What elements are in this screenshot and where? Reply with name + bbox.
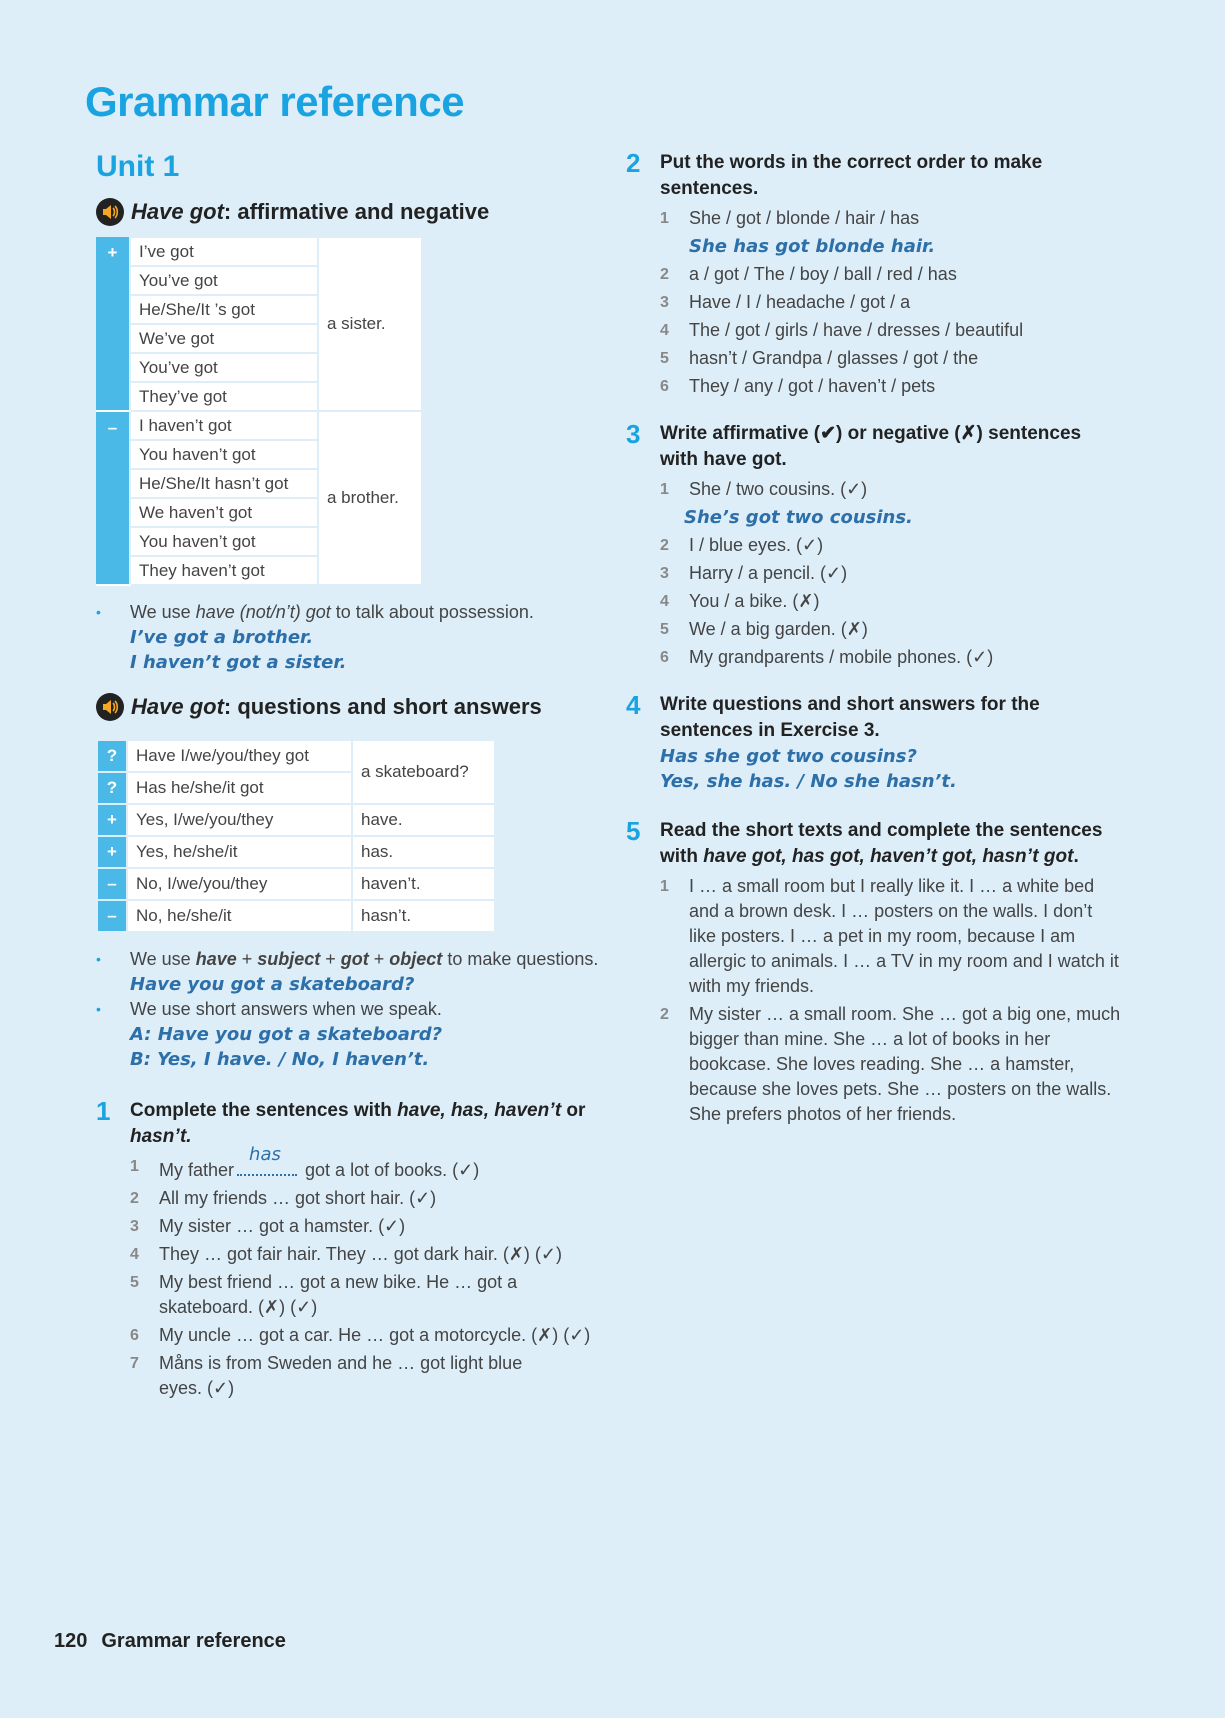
exercise-instruction: Write questions and short answers for the sentences in Exercise 3. (660, 694, 1040, 741)
answer-symbol: + (97, 836, 127, 868)
answer-symbol: – (97, 868, 127, 900)
table-cell: We haven’t got (130, 498, 318, 527)
table-cell: haven’t. (352, 868, 495, 900)
right-column (626, 150, 1126, 1130)
example-answer: She has got blonde hair. (689, 236, 936, 257)
table-cell: Yes, I/we/you/they (127, 804, 352, 836)
example-sentence: Have you got a skateboard? (130, 974, 415, 995)
exercise-1 (96, 1098, 606, 1401)
table-cell: You haven’t got (130, 440, 318, 469)
table-cell: They haven’t got (130, 556, 318, 585)
list-item: 2 My sister … a small room. She … got a big one, much bigger than mine. She … a lot of books in her bookcase. She loves reading. She … a hamster, because she loves pets. She … posters on the walls. She prefers photos of her friends. (660, 1004, 1121, 1124)
exercise-instruction: Read the short texts and complete the sentences with have got, has got, haven’t got, hasn’t got. (660, 820, 1103, 867)
section-heading-questions (96, 689, 606, 725)
speaker-icon[interactable] (96, 198, 124, 226)
table-cell: has. (352, 836, 495, 868)
question-object: a skateboard? (352, 740, 495, 804)
table-cell: I’ve got (130, 237, 318, 266)
table-cell: They’ve got (130, 382, 318, 411)
table-cell: I haven’t got (130, 411, 318, 440)
affirmative-object: a sister. (318, 237, 422, 411)
example-sentence: I haven’t got a sister. (130, 652, 347, 673)
list-item: 2 All my friends … got short hair. (✓) (130, 1188, 437, 1208)
table-cell: We’ve got (130, 324, 318, 353)
answer-symbol: + (97, 804, 127, 836)
list-item: 2 I / blue eyes. (✓) (660, 535, 824, 555)
page-footer (54, 1630, 286, 1653)
affirmative-negative-table (96, 236, 423, 586)
table-cell: No, I/we/you/they (127, 868, 352, 900)
table-cell: You’ve got (130, 353, 318, 382)
table-cell: Yes, he/she/it (127, 836, 352, 868)
exercise-number: 4 (626, 690, 641, 720)
table-cell: He/She/It hasn’t got (130, 469, 318, 498)
affirmative-symbol: + (96, 237, 130, 411)
list-item: 1 My father has got a lot of books. (✓) (130, 1144, 480, 1180)
exercise-instruction: Write affirmative (✔) or negative (✗) sentences with have got. (660, 423, 1082, 470)
bullet-icon: • (96, 951, 101, 967)
questions-notes (96, 947, 606, 1072)
example-sentence: I’ve got a brother. (130, 627, 314, 648)
page-title: Grammar reference (85, 78, 465, 125)
list-item: 6 My uncle … got a car. He … got a motorcycle. (✗) (✓) (130, 1325, 591, 1345)
table-cell: You’ve got (130, 266, 318, 295)
list-item: 1 She / two cousins. (✓) (660, 479, 868, 499)
list-item (660, 234, 1126, 259)
list-item: 1 She / got / blonde / hair / has (660, 208, 920, 228)
list-item: 3 Have / I / headache / got / a (660, 292, 911, 312)
footer-label: Grammar reference (101, 1630, 286, 1652)
example-answer: Has she got two cousins? (660, 746, 917, 767)
section-heading-italic: Have got (131, 199, 224, 224)
list-item: 4 The / got / girls / have / dresses / beautiful (660, 320, 1024, 340)
exercise-number: 1 (96, 1096, 111, 1126)
table-cell: No, he/she/it (127, 900, 352, 932)
example-answer: Yes, she has. / No she hasn’t. (660, 771, 957, 792)
list-item: • We use have (not/n’t) got to talk about possession. I’ve got a brother. I haven’t got a sister. (96, 600, 606, 675)
list-item: 3 My sister … got a hamster. (✓) (130, 1216, 406, 1236)
list-item: • We use have + subject + got + object to make questions. Have you got a skateboard? (96, 947, 606, 997)
question-symbol: ? (97, 740, 127, 772)
list-item: 6 They / any / got / haven’t / pets (660, 376, 936, 396)
table-cell: hasn’t. (352, 900, 495, 932)
list-item: 5 My best friend … got a new bike. He … got a skateboard. (✗) (✓) (130, 1272, 518, 1317)
exercise-instruction: Put the words in the correct order to make sentences. (660, 152, 1043, 199)
bullet-icon: • (96, 604, 101, 620)
table-cell: He/She/It ’s got (130, 295, 318, 324)
exercise-5 (626, 818, 1126, 1127)
speaker-icon[interactable] (96, 693, 124, 721)
exercise-number: 3 (626, 419, 641, 449)
negative-symbol: – (96, 411, 130, 585)
section-heading-affirmative-negative (96, 194, 606, 230)
table-cell: Has he/she/it got (127, 772, 352, 804)
section-heading-text: : affirmative and negative (223, 199, 490, 224)
exercise-number: 5 (626, 816, 641, 846)
section-heading-text: : questions and short answers (223, 694, 542, 719)
section-heading-italic: Have got (131, 694, 224, 719)
table-cell: You haven’t got (130, 527, 318, 556)
bullet-icon: • (96, 1001, 101, 1017)
list-item: 4 They … got fair hair. They … got dark hair. (✗) (✓) (130, 1244, 562, 1264)
exercise-2 (626, 150, 1126, 399)
example-sentence: B: Yes, I have. / No, I haven’t. (130, 1049, 430, 1070)
exercise-instruction: Complete the sentences with have, has, haven’t or hasn’t. (130, 1100, 586, 1147)
exercise-3 (626, 421, 1126, 670)
table-cell: have. (352, 804, 495, 836)
list-item: 1 I … a small room but I really like it. I … a white bed and a brown desk. I … posters on the walls. I don’t like posters. I … a pet in my room, because I am allergic to animals. I … a TV in my room and I watch it with my friends. (660, 876, 1119, 996)
list-item (660, 505, 1126, 530)
left-column (96, 150, 606, 1404)
list-item: • We use short answers when we speak. A: Have you got a skateboard? B: Yes, I have. / No, I haven’t. (96, 997, 606, 1072)
answer-blank[interactable]: has (237, 1154, 297, 1176)
example-answer: She’s got two cousins. (684, 507, 913, 528)
list-item: 3 Harry / a pencil. (✓) (660, 563, 848, 583)
negative-object: a brother. (318, 411, 422, 585)
list-item: 2 a / got / The / boy / ball / red / has (660, 264, 957, 284)
questions-table (96, 739, 496, 933)
exercise-number: 2 (626, 148, 641, 178)
page-number: 120 (54, 1630, 88, 1652)
list-item: 5 We / a big garden. (✗) (660, 619, 868, 639)
list-item: 4 You / a bike. (✗) (660, 591, 820, 611)
list-item: 6 My grandparents / mobile phones. (✓) (660, 647, 994, 667)
table-cell: Have I/we/you/they got (127, 740, 352, 772)
question-symbol: ? (97, 772, 127, 804)
answer-symbol: – (97, 900, 127, 932)
list-item: 7 Måns is from Sweden and he … got light blue eyes. (✓) (130, 1353, 523, 1398)
example-sentence: A: Have you got a skateboard? (130, 1024, 443, 1045)
list-item: 5 hasn’t / Grandpa / glasses / got / the (660, 348, 979, 368)
possession-note (96, 600, 606, 675)
unit-title: Unit 1 (96, 150, 180, 183)
exercise-4 (626, 692, 1126, 794)
